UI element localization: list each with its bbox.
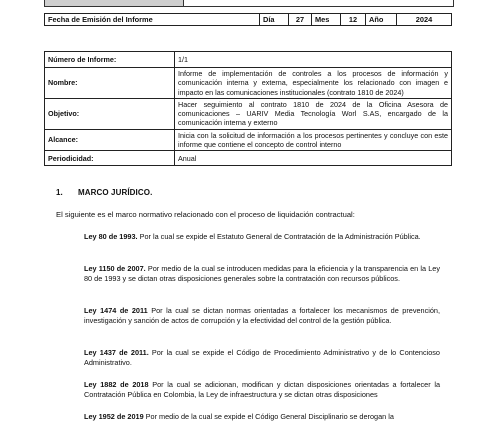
law-item xyxy=(84,232,440,242)
header-top-strip xyxy=(44,0,454,7)
intro-paragraph: El siguiente es el marco normativo relacionado con el proceso de liquidación contractual: xyxy=(56,210,355,219)
info-row-periodicity xyxy=(45,151,452,166)
info-label: Alcance: xyxy=(45,129,175,151)
law-text: Por la cual se expide el Código de Procedimiento Administrativo y de lo Contencioso Administrativo. xyxy=(84,348,440,367)
month-value: 12 xyxy=(341,14,366,26)
year-value: 2024 xyxy=(397,14,452,26)
section-title: MARCO JURÍDICO. xyxy=(78,188,153,197)
info-row-scope xyxy=(45,129,452,151)
emission-date-table xyxy=(44,13,452,26)
info-value: Anual xyxy=(175,151,452,166)
month-label: Mes xyxy=(312,14,341,26)
law-name: Ley 1952 de 2019 xyxy=(84,412,144,421)
law-name: Ley 1150 de 2007. xyxy=(84,264,146,273)
law-item xyxy=(84,380,440,400)
law-text: Por medio de la cual se introducen medidas para la eficiencia y la transparencia en la Ley 80 de 1993 y se dictan otras disposiciones generales sobre la contratación con recursos públicos. xyxy=(84,264,440,283)
section-number: 1. xyxy=(56,188,63,197)
info-row-objective xyxy=(45,98,452,129)
law-text: Por la cual se expide el Estatuto General de Contratación de la Administración Pública. xyxy=(137,232,421,241)
law-item xyxy=(84,412,440,422)
emission-label: Fecha de Emisión del Informe xyxy=(45,14,260,26)
law-item xyxy=(84,306,440,326)
info-value: Inicia con la solicitud de información a los procesos pertinentes y concluye con este informe que contiene el concepto de control interno xyxy=(175,129,452,151)
info-label: Número de Informe: xyxy=(45,52,175,68)
law-name: Ley 1882 de 2018 xyxy=(84,380,149,389)
law-text: Por medio de la cual se expide el Código General Disciplinario se derogan la xyxy=(143,412,394,421)
header-gray-cell xyxy=(45,0,184,6)
law-text: Por la cual se dictan normas orientadas a fortalecer los mecanismos de prevención, investigación y sanción de actos de corrupción y la efectividad del control de la gestión pública. xyxy=(84,306,440,325)
info-label: Periodicidad: xyxy=(45,151,175,166)
day-value: 27 xyxy=(289,14,312,26)
info-label: Nombre: xyxy=(45,68,175,99)
report-info-table xyxy=(44,51,452,166)
info-value: Informe de implementación de controles a los procesos de información y comunicación interna y externa, especialmente los relacionado con imagen e impacto en las comunicaciones institucionales (contrato 1810 de 2024) xyxy=(175,68,452,99)
law-text: Por la cual se adicionan, modifican y dictan disposiciones orientadas a fortalecer la Contratación Pública en Colombia, la Ley de infraestructura y se dictan otras disposiciones xyxy=(84,380,440,399)
law-item xyxy=(84,264,440,284)
law-name: Ley 1437 de 2011. xyxy=(84,348,149,357)
law-name: Ley 1474 de 2011 xyxy=(84,306,148,315)
info-value: Hacer seguimiento al contrato 1810 de 2024 de la Oficina Asesora de comunicaciones – UARIV Media Tecnología Worl S.AS, encargado de la comunicación interna y externo xyxy=(175,98,452,129)
law-name: Ley 80 de 1993. xyxy=(84,232,138,241)
info-row-name xyxy=(45,68,452,99)
info-value: 1/1 xyxy=(175,52,452,68)
year-label: Año xyxy=(366,14,397,26)
info-row-number xyxy=(45,52,452,68)
law-item xyxy=(84,348,440,368)
section-heading xyxy=(56,188,152,197)
day-label: Día xyxy=(260,14,289,26)
info-label: Objetivo: xyxy=(45,98,175,129)
